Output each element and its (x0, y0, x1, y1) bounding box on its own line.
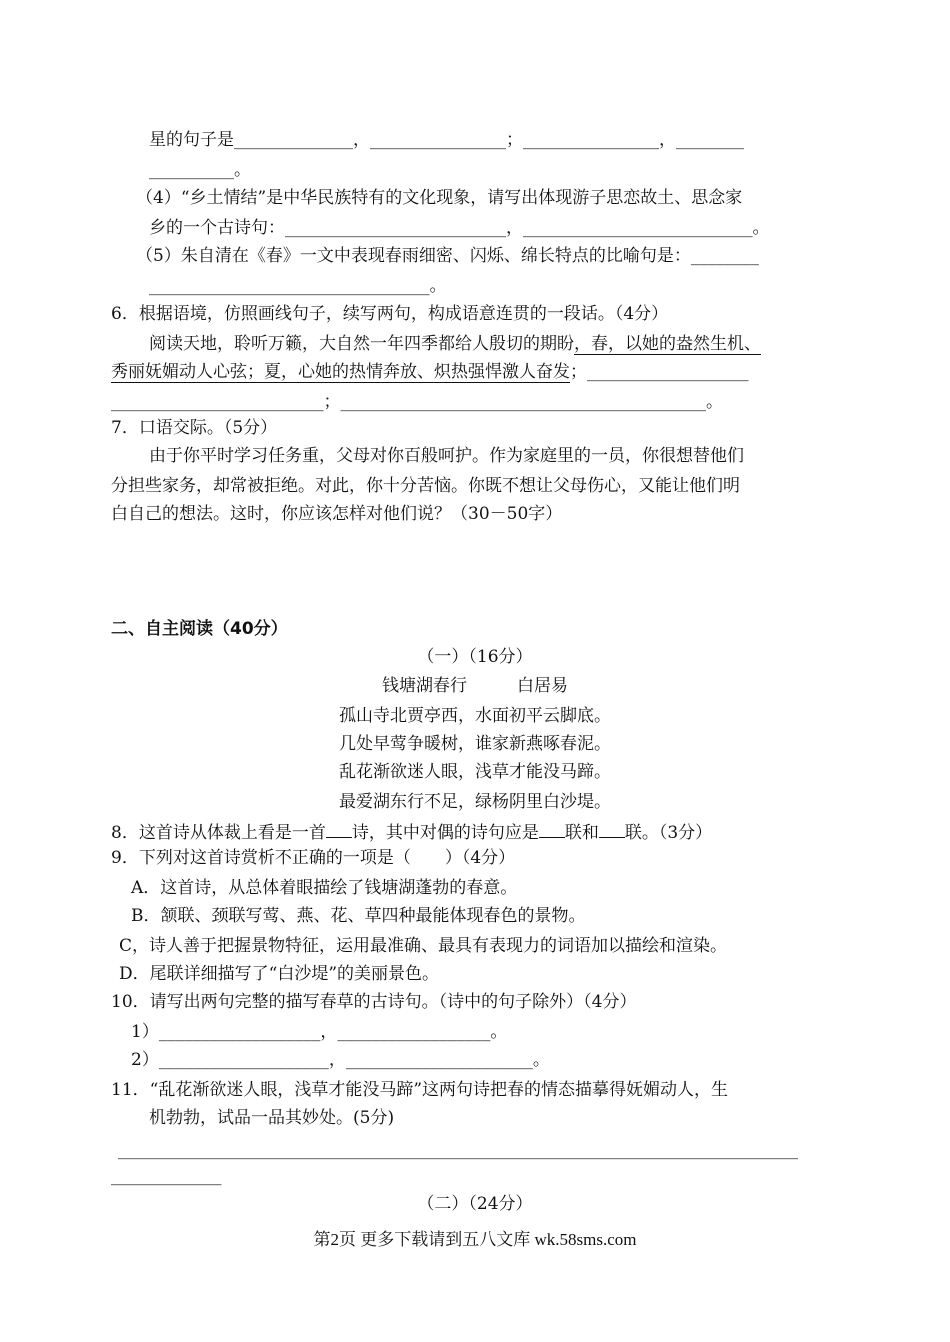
q11-line1: 11．“乱花渐欲迷人眼，浅草才能没马蹄”这两句诗把春的情态描摹得妩媚动人，生 (111, 1080, 729, 1100)
q8-blank-3[interactable] (599, 819, 625, 838)
page-footer: 第2页 更多下载请到五八文库 wk.58sms.com (313, 1230, 637, 1249)
q5-cont-line2: __________。 (149, 160, 251, 180)
section2-heading: 二、自主阅读（40分） (111, 619, 288, 639)
q10-answer-1: 1）___________________，__________________。 (131, 1022, 508, 1042)
q5-5-line1: （5）朱自清在《春》一文中表现春雨细密、闪烁、绵长特点的比喻句是：________ (136, 246, 759, 266)
q5-4-line2: 乡的一个古诗句：__________________________，___________________________。 (149, 218, 770, 238)
poem-line-4: 最爱湖东行不足，绿杨阴里白沙堤。 (339, 792, 611, 812)
part2-heading: （二）（24分） (417, 1194, 533, 1214)
part1-heading: （一）（16分） (417, 647, 533, 667)
poem-title-line (0, 675, 950, 697)
q8-text-b: 诗，其中对偶的诗句应是 (351, 823, 539, 843)
q8-text-d: 联。（3分） (624, 823, 713, 843)
q6-answer-line: _________________________；___________________________________________。 (111, 392, 723, 412)
q8-text-a: 8．这首诗从体裁上看是一首 (111, 823, 326, 843)
q6-answer-blank: ；___________________ (570, 362, 749, 382)
q9-option-b: B．颔联、颈联写莺、燕、花、草四种最能体现春色的景物。 (131, 906, 586, 926)
q6-title: 6．根据语境，仿照画线句子，续写两句，构成语意连贯的一段话。（4分） (111, 304, 669, 324)
q11-line2: 机勃勃，试品一品其妙处。(5分) (149, 1108, 395, 1128)
poem-line-3: 乱花渐欲迷人眼，浅草才能没马蹄。 (339, 762, 611, 782)
q8-blank-2[interactable] (539, 819, 565, 838)
q6-paragraph-line2 (111, 361, 749, 383)
q8-blank-1[interactable] (326, 819, 352, 838)
q7-line1: 由于你平时学习任务重，父母对你百般呵护。作为家庭里的一员，你很想替他们 (149, 446, 744, 466)
q10-answer-2: 2）____________________，______________________。 (131, 1050, 550, 1070)
q11-answer-blank-2: _____________ (111, 1166, 222, 1186)
q7-line2: 分担些家务，却常被拒绝。对此，你十分苦恼。你既不想让父母伤心，又能让他们明 (111, 476, 740, 496)
poem-line-2: 几处早莺争暖树，谁家新燕啄春泥。 (339, 734, 611, 754)
q9-option-c: C，诗人善于把握景物特征，运用最准确、最具有表现力的词语加以描绘和渲染。 (119, 936, 728, 956)
q10-title: 10．请写出两句完整的描写春草的古诗句。（诗中的句子除外）（4分） (111, 992, 637, 1012)
q8-text-c: 联和 (564, 823, 599, 843)
q7-title: 7．口语交际。（5分） (111, 418, 278, 438)
q6-context-text: 阅读天地，聆听万籁，大自然一年四季都给人殷切的期盼 (149, 334, 574, 354)
poem-line-1: 孤山寺北贾亭西，水面初平云脚底。 (339, 706, 611, 726)
q9-option-a: A．这首诗，从总体着眼描绘了钱塘湖蓬勃的春意。 (131, 878, 518, 898)
q11-answer-blank-1: ________________________________________________________________________________ (118, 1140, 798, 1160)
poem-author: 白居易 (517, 676, 568, 696)
q6-paragraph-line1 (149, 333, 761, 355)
poem-title: 钱塘湖春行 (382, 676, 467, 696)
q7-line3: 白自己的想法。这时，你应该怎样对他们说？（30－50字） (111, 504, 563, 524)
q9-option-d: D．尾联详细描写了“白沙堤”的美丽景色。 (119, 964, 440, 984)
q5-cont-line1: 星的句子是______________，________________；________________，________ (149, 130, 744, 150)
q6-example-underlined-2: 秀丽妩媚动人心弦；夏，心她的热情奔放、炽热强悍激人奋发 (111, 362, 570, 382)
q5-5-line2: _________________________________。 (149, 276, 447, 296)
q5-4-line1: （4）“乡土情结”是中华民族特有的文化现象，请写出体现游子思恋故土、思念家 (136, 188, 743, 208)
q6-example-underlined-1: ，春，以她的盎然生机、 (574, 334, 761, 354)
q9-title: 9．下列对这首诗赏析不正确的一项是（ ）（4分） (111, 848, 516, 868)
q8-line (111, 819, 712, 844)
